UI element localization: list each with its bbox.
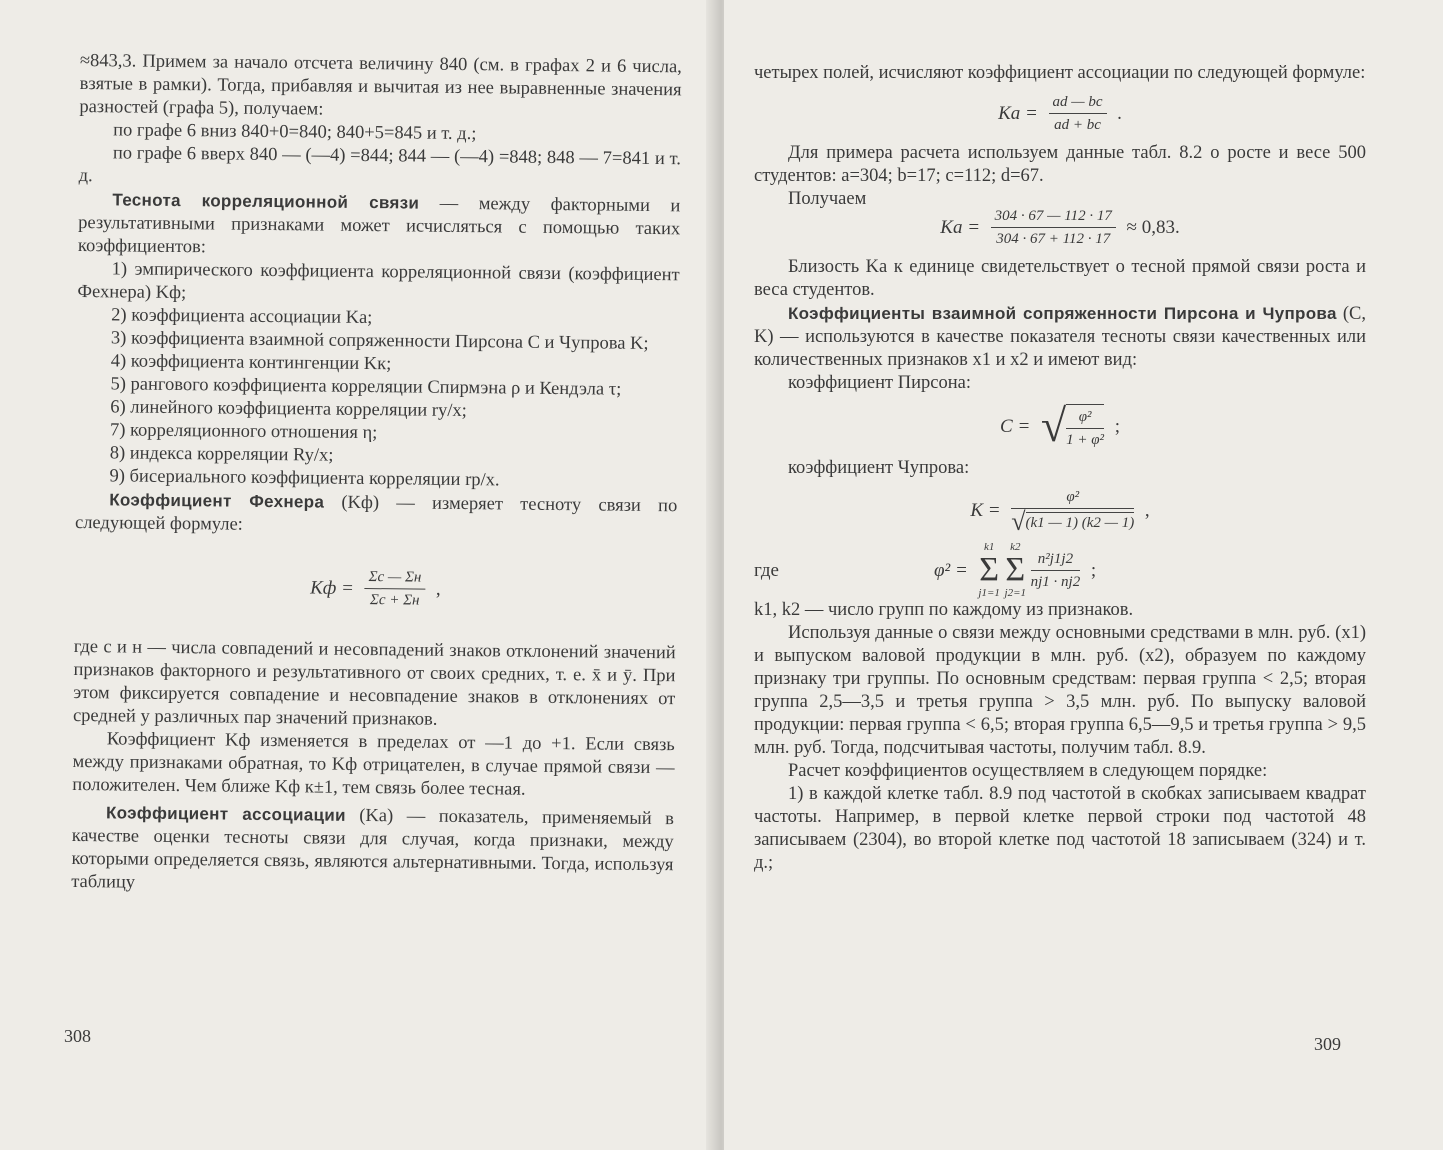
pirson-formula: C = √ $\frac{\text{φ²}}{\text{1 + φ²}}$ ; — [1000, 400, 1120, 451]
chuprov-formula: K = $\frac{\text{φ²}}{√(k1 — 1) (k2 — 1)}$ , — [970, 489, 1150, 536]
paragraph: где с и н — числа совпадений и несовпадений знаков отклонений значений признаков факторного и результативного от своих средних, т. е. x̄ и ȳ. При этом фиксируется совпадение и несовпадение знаков в отклонениях от средней у различных пар значений признаков. — [72, 636, 676, 730]
ka-formula: Ka = $\frac{ad — bc}{ad + bc}$ . — [998, 94, 1122, 133]
paragraph: Используя данные о связи между основными средствами в млн. руб. (x1) и выпуском валовой продукции в млн. руб. (x2), образуем по каждому признаку три группы. По основным средствам: первая группа < 2,5; вторая группа 2,5—3,5 и третья группа > 3,5 млн. руб. По выпуску валовой продукции: первая группа < 6,5; вторая группа 6,5—9,5 и третья группа > 9,5 млн. руб. Тогда, подсчитывая частоты, получим табл. 8.9. — [754, 623, 1366, 758]
paragraph: по графе 6 вверх 840 — (—4) =844; 844 — (—4) =848; 848 — 7=841 и т. д. — [78, 143, 681, 187]
paragraph: ≈843,3. Примем за начало отсчета величину 840 (см. в графах 2 и 6 числа, взятые в рамки). Тогда, прибавляя и вычитая из нее выравненные значения разностей (графа 5), получаем: — [79, 50, 682, 120]
paragraph: коэффициент Чупрова: — [788, 458, 970, 478]
paragraph: Теснота корреляционной связи — между факторными и результативными признаками может исчисляться с помощью таких коэффициентов: — [77, 190, 681, 258]
list-item: 6) линейного коэффициента корреляции ry/x; — [110, 397, 467, 422]
left-page — [0, 0, 716, 1150]
paragraph: Коэффициент ассоциации (Ka) — показатель, применяемый в качестве оценки тесноты связи для случая, когда признаки, между которыми определяется связь, являются альтернативными. Тогда, используя таблицу — [71, 803, 675, 893]
fechner-formula: Kф = $\frac{\Sigma c — \Sigma н}{\Sigma c + \Sigma н}$ , — [310, 569, 441, 609]
page-number: 308 — [64, 1026, 91, 1046]
paragraph: Получаем — [788, 189, 867, 209]
paragraph: Расчет коэффициентов осуществляем в следующем порядке: — [788, 761, 1268, 781]
list-item: 2) коэффициента ассоциации Ka; — [111, 305, 373, 329]
term-pirson: Коэффициенты взаимной сопряженности Пирсона и Чупрова — [788, 304, 1337, 323]
list-item: 3) коэффициента взаимной сопряженности Пирсона C и Чупрова K; — [110, 328, 649, 354]
list-item: 1) эмпирического коэффициента корреляционной связи (коэффициент Фехнера) Kф; — [77, 259, 680, 304]
paragraph: Коэффициент Фехнера (Kф) — измеряет тесноту связи по следующей формуле: — [74, 490, 678, 535]
left-page-text — [71, 50, 682, 900]
term-fechner: Коэффициент Фехнера — [109, 490, 325, 512]
list-item: 8) индекса корреляции Ry/x; — [109, 443, 334, 466]
paragraph: 1) в каждой клетке табл. 8.9 под частотой в скобках записываем квадрат частоты. Например, в первой клетке первой строки под частотой 48 записываем (2304), во второй клетке под частотой 18 записываем (324) и т. д.; — [754, 784, 1366, 873]
gde-label: где — [754, 559, 779, 581]
page-number: 309 — [1314, 1034, 1341, 1054]
list-item: 7) корреляционного отношения η; — [109, 420, 378, 444]
paragraph: k1, k2 — число групп по каждому из признаков. — [754, 600, 1134, 620]
phi-formula: φ² = k1 Σ j1=1 k2 Σ j2=1 $\frac{\text{n²j1j2}}{nj1 \cdot nj2}$ ; — [934, 541, 1097, 599]
right-page — [724, 0, 1443, 1150]
paragraph: Близость Ka к единице свидетельствует о тесной прямой связи роста и веса студентов. — [754, 257, 1366, 300]
paragraph: по графе 6 вниз 840+0=840; 840+5=845 и т. д.; — [113, 120, 477, 145]
list-item: 4) коэффициента контингенции Kк; — [110, 351, 392, 375]
phi-formula-row — [754, 541, 1366, 599]
list-item: 9) бисериального коэффициента корреляции rp/x. — [109, 466, 500, 491]
paragraph: Коэффициенты взаимной сопряженности Пирсона и Чупрова (C, K) — используются в качестве показателя тесноты связи качественных или количественных признаков x1 и x2 и имеют вид: — [754, 304, 1367, 370]
term-tesnota: Теснота корреляционной связи — [112, 190, 420, 213]
paragraph: Для примера расчета используем данные табл. 8.2 о росте и весе 500 студентов: a=304; b=17; c=112; d=67. — [754, 143, 1366, 186]
list-item: 5) рангового коэффициента корреляции Спирмэна ρ и Кендэла τ; — [110, 374, 622, 400]
paragraph: Коэффициент Kф изменяется в пределах от —1 до +1. Если связь между признаками обратная, то Kф отрицателен, в случае прямой связи — положителен. Чем ближе Kф к±1, тем связь более тесная. — [72, 729, 675, 800]
ka-calc-formula: Ka = $\frac{304 \cdot 67 — 112 \cdot 17}{304 \cdot 67 + 112 \cdot 17}$ ≈ 0,83. — [940, 208, 1180, 247]
paragraph: четырех полей, исчисляют коэффициент ассоциации по следующей формуле: — [754, 63, 1366, 83]
term-assoc: Коэффициент ассоциации — [105, 803, 346, 825]
paragraph: коэффициент Пирсона: — [788, 373, 971, 393]
right-page-text — [754, 62, 1366, 875]
